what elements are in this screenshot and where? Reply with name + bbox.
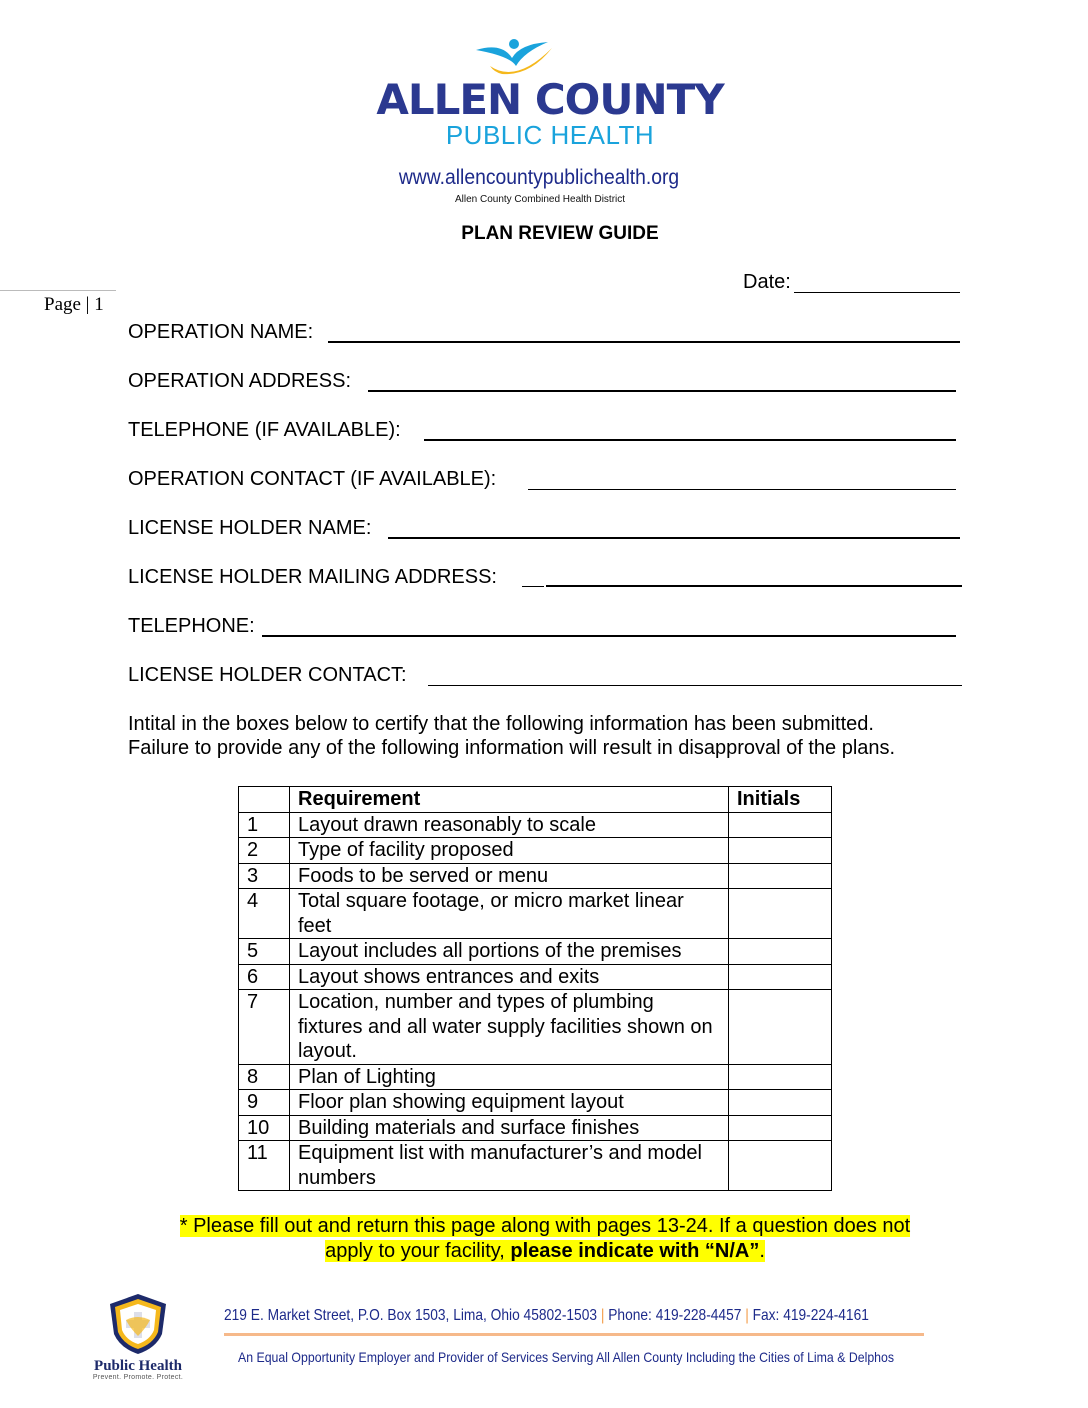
initials-cell[interactable] <box>729 990 832 1065</box>
requirement-text: Layout shows entrances and exits <box>290 964 729 990</box>
row-number: 7 <box>239 990 290 1065</box>
note-line-2 <box>325 1240 765 1262</box>
license-holder-telephone-label: TELEPHONE: <box>128 615 255 637</box>
license-holder-telephone-field[interactable] <box>262 635 956 637</box>
license-holder-name-field[interactable] <box>388 537 960 539</box>
note-line-1: * Please fill out and return this page along with pages 13-24. If a question does not <box>179 1215 911 1237</box>
initials-cell[interactable] <box>729 964 832 990</box>
requirement-text: Plan of Lighting <box>290 1064 729 1090</box>
table-row <box>239 1064 832 1090</box>
row-number: 11 <box>239 1141 290 1191</box>
district-name: Allen County Combined Health District <box>454 194 626 205</box>
return-instructions-note <box>120 1214 970 1264</box>
table-row <box>239 939 832 965</box>
footer-separator: | <box>600 1307 605 1324</box>
requirement-text: Foods to be served or menu <box>290 863 729 889</box>
operation-name-field[interactable] <box>328 341 960 343</box>
row-number: 6 <box>239 964 290 990</box>
operation-contact-label: OPERATION CONTACT (IF AVAILABLE): <box>128 468 497 490</box>
table-row <box>239 1115 832 1141</box>
license-holder-contact-label: LICENSE HOLDER CONTACT: <box>128 664 407 686</box>
table-row <box>239 838 832 864</box>
logo-name: ALLEN COUNTY <box>376 75 724 124</box>
requirement-text: Layout drawn reasonably to scale <box>290 812 729 838</box>
note-na-instruction: please indicate with “N/A” <box>510 1240 760 1262</box>
public-health-label: Public Health <box>94 1358 182 1374</box>
initials-cell[interactable] <box>729 1141 832 1191</box>
license-holder-mailing-address-field[interactable] <box>546 585 962 587</box>
requirement-text: Building materials and surface finishes <box>290 1115 729 1141</box>
initials-cell[interactable] <box>729 863 832 889</box>
public-health-badge-icon <box>106 1292 170 1356</box>
initials-cell[interactable] <box>729 1115 832 1141</box>
footer-separator: | <box>745 1307 749 1324</box>
operation-address-field[interactable] <box>368 390 956 392</box>
initials-cell[interactable] <box>729 838 832 864</box>
license-holder-name-label: LICENSE HOLDER NAME: <box>128 517 372 539</box>
footer-address: 219 E. Market Street, P.O. Box 1503, Lima, Ohio 45802-1503 <box>224 1307 598 1324</box>
instructions-line-1: Intital in the boxes below to certify that the following information has been submitted. <box>128 713 874 735</box>
page-number: Page | 1 <box>44 294 104 315</box>
table-row <box>239 889 832 939</box>
operation-address-label: OPERATION ADDRESS: <box>128 370 352 392</box>
table-row <box>239 1141 832 1191</box>
initials-cell[interactable] <box>729 1090 832 1116</box>
instructions <box>128 712 968 760</box>
initials-cell[interactable] <box>729 939 832 965</box>
row-number: 5 <box>239 939 290 965</box>
operation-name-label: OPERATION NAME: <box>128 321 314 343</box>
page-number-rule <box>0 290 116 291</box>
date-field[interactable] <box>794 292 960 293</box>
operation-contact-field[interactable] <box>528 489 956 490</box>
requirement-text: Type of facility proposed <box>290 838 729 864</box>
column-header-requirement: Requirement <box>290 787 729 813</box>
row-number: 1 <box>239 812 290 838</box>
table-row <box>239 990 832 1065</box>
telephone-field[interactable] <box>424 439 956 441</box>
telephone-label: TELEPHONE (IF AVAILABLE): <box>128 419 401 441</box>
requirement-text: Equipment list with manufacturer’s and model numbers <box>290 1141 729 1191</box>
license-holder-contact-field[interactable] <box>428 685 962 686</box>
initials-cell[interactable] <box>729 1064 832 1090</box>
footer-fax: Fax: 419-224-4161 <box>752 1307 869 1324</box>
table-row <box>239 1090 832 1116</box>
requirement-text: Layout includes all portions of the premises <box>290 939 729 965</box>
row-number: 2 <box>239 838 290 864</box>
requirement-text: Location, number and types of plumbing fixtures and all water supply facilities shown on layout. <box>290 990 729 1065</box>
footer-contact-line <box>224 1306 869 1326</box>
requirement-text: Total square footage, or micro market linear feet <box>290 889 729 939</box>
row-number: 8 <box>239 1064 290 1090</box>
note-line-2-end: . <box>759 1240 765 1262</box>
column-header-number <box>239 787 290 813</box>
initials-cell[interactable] <box>729 812 832 838</box>
requirements-table <box>238 786 832 1191</box>
page-title: PLAN REVIEW GUIDE <box>461 223 659 244</box>
public-health-tagline: Prevent. Promote. Protect. <box>92 1374 184 1381</box>
column-header-initials: Initials <box>729 787 832 813</box>
instructions-line-2: Failure to provide any of the following information will result in disapproval of the plans. <box>128 737 896 759</box>
table-row <box>239 964 832 990</box>
table-row <box>239 812 832 838</box>
row-number: 3 <box>239 863 290 889</box>
mailing-address-field-lead <box>522 586 544 587</box>
footer-eeo-statement: An Equal Opportunity Employer and Provider of Services Serving All Allen County Including the Cities of Lima & Delphos <box>238 1349 895 1365</box>
row-number: 10 <box>239 1115 290 1141</box>
row-number: 9 <box>239 1090 290 1116</box>
website-link[interactable]: www.allencountypublichealth.org <box>398 166 680 189</box>
footer-phone: Phone: 419-228-4457 <box>608 1307 742 1324</box>
logo-subtitle: PUBLIC HEALTH <box>445 120 655 150</box>
table-header-row <box>239 787 832 813</box>
license-holder-mailing-address-label: LICENSE HOLDER MAILING ADDRESS: <box>128 566 497 588</box>
footer-divider <box>224 1333 924 1336</box>
initials-cell[interactable] <box>729 889 832 939</box>
table-row <box>239 863 832 889</box>
requirement-text: Floor plan showing equipment layout <box>290 1090 729 1116</box>
date-label: Date: <box>743 271 791 293</box>
note-line-2-text: apply to your facility, <box>325 1240 511 1262</box>
row-number: 4 <box>239 889 290 939</box>
